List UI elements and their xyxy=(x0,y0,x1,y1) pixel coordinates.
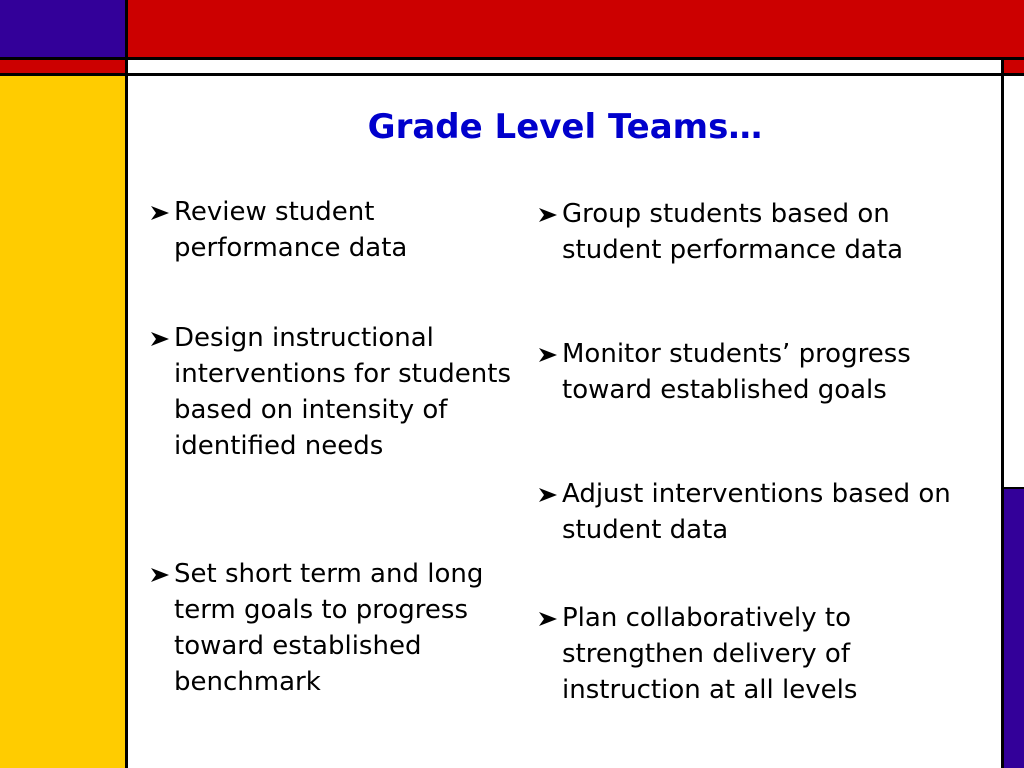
list-item xyxy=(148,556,528,700)
arrowhead-bullet-icon xyxy=(536,336,560,372)
list-item-text: Review student performance data xyxy=(174,197,408,263)
left-yellow-bar xyxy=(0,74,126,768)
right-blue-bar xyxy=(1003,488,1024,768)
arrowhead-bullet-icon xyxy=(536,196,560,232)
list-item xyxy=(536,336,976,408)
list-item-text: Adjust interventions based on student data xyxy=(562,479,951,545)
left-vertical-line xyxy=(125,0,128,768)
list-item-text: Set short term and long term goals to progress toward established benchmark xyxy=(174,559,484,697)
top-divider-line xyxy=(0,57,1024,60)
list-item xyxy=(148,320,528,464)
arrowhead-bullet-icon xyxy=(148,320,172,356)
list-item-text: Group students based on student performance data xyxy=(562,199,903,265)
list-item-text: Monitor students’ progress toward established goals xyxy=(562,339,911,405)
list-item xyxy=(148,194,528,266)
arrowhead-bullet-icon xyxy=(148,194,172,230)
right-vertical-line xyxy=(1001,58,1004,768)
top-left-blue-block xyxy=(0,0,126,58)
list-item-text: Plan collaboratively to strengthen delivery of instruction at all levels xyxy=(562,603,858,705)
arrowhead-bullet-icon xyxy=(536,600,560,636)
second-divider-line xyxy=(0,73,1024,76)
right-red-strip xyxy=(1003,58,1024,74)
right-blue-divider-line xyxy=(1003,487,1024,489)
left-red-strip xyxy=(0,58,126,74)
list-item xyxy=(536,476,976,548)
arrowhead-bullet-icon xyxy=(536,476,560,512)
list-item xyxy=(536,600,976,708)
slide-title: Grade Level Teams… xyxy=(367,107,763,147)
list-item-text: Design instructional interventions for students based on intensity of identified needs xyxy=(174,323,512,461)
list-item xyxy=(536,196,976,268)
top-red-bar xyxy=(126,0,1024,58)
arrowhead-bullet-icon xyxy=(148,556,172,592)
